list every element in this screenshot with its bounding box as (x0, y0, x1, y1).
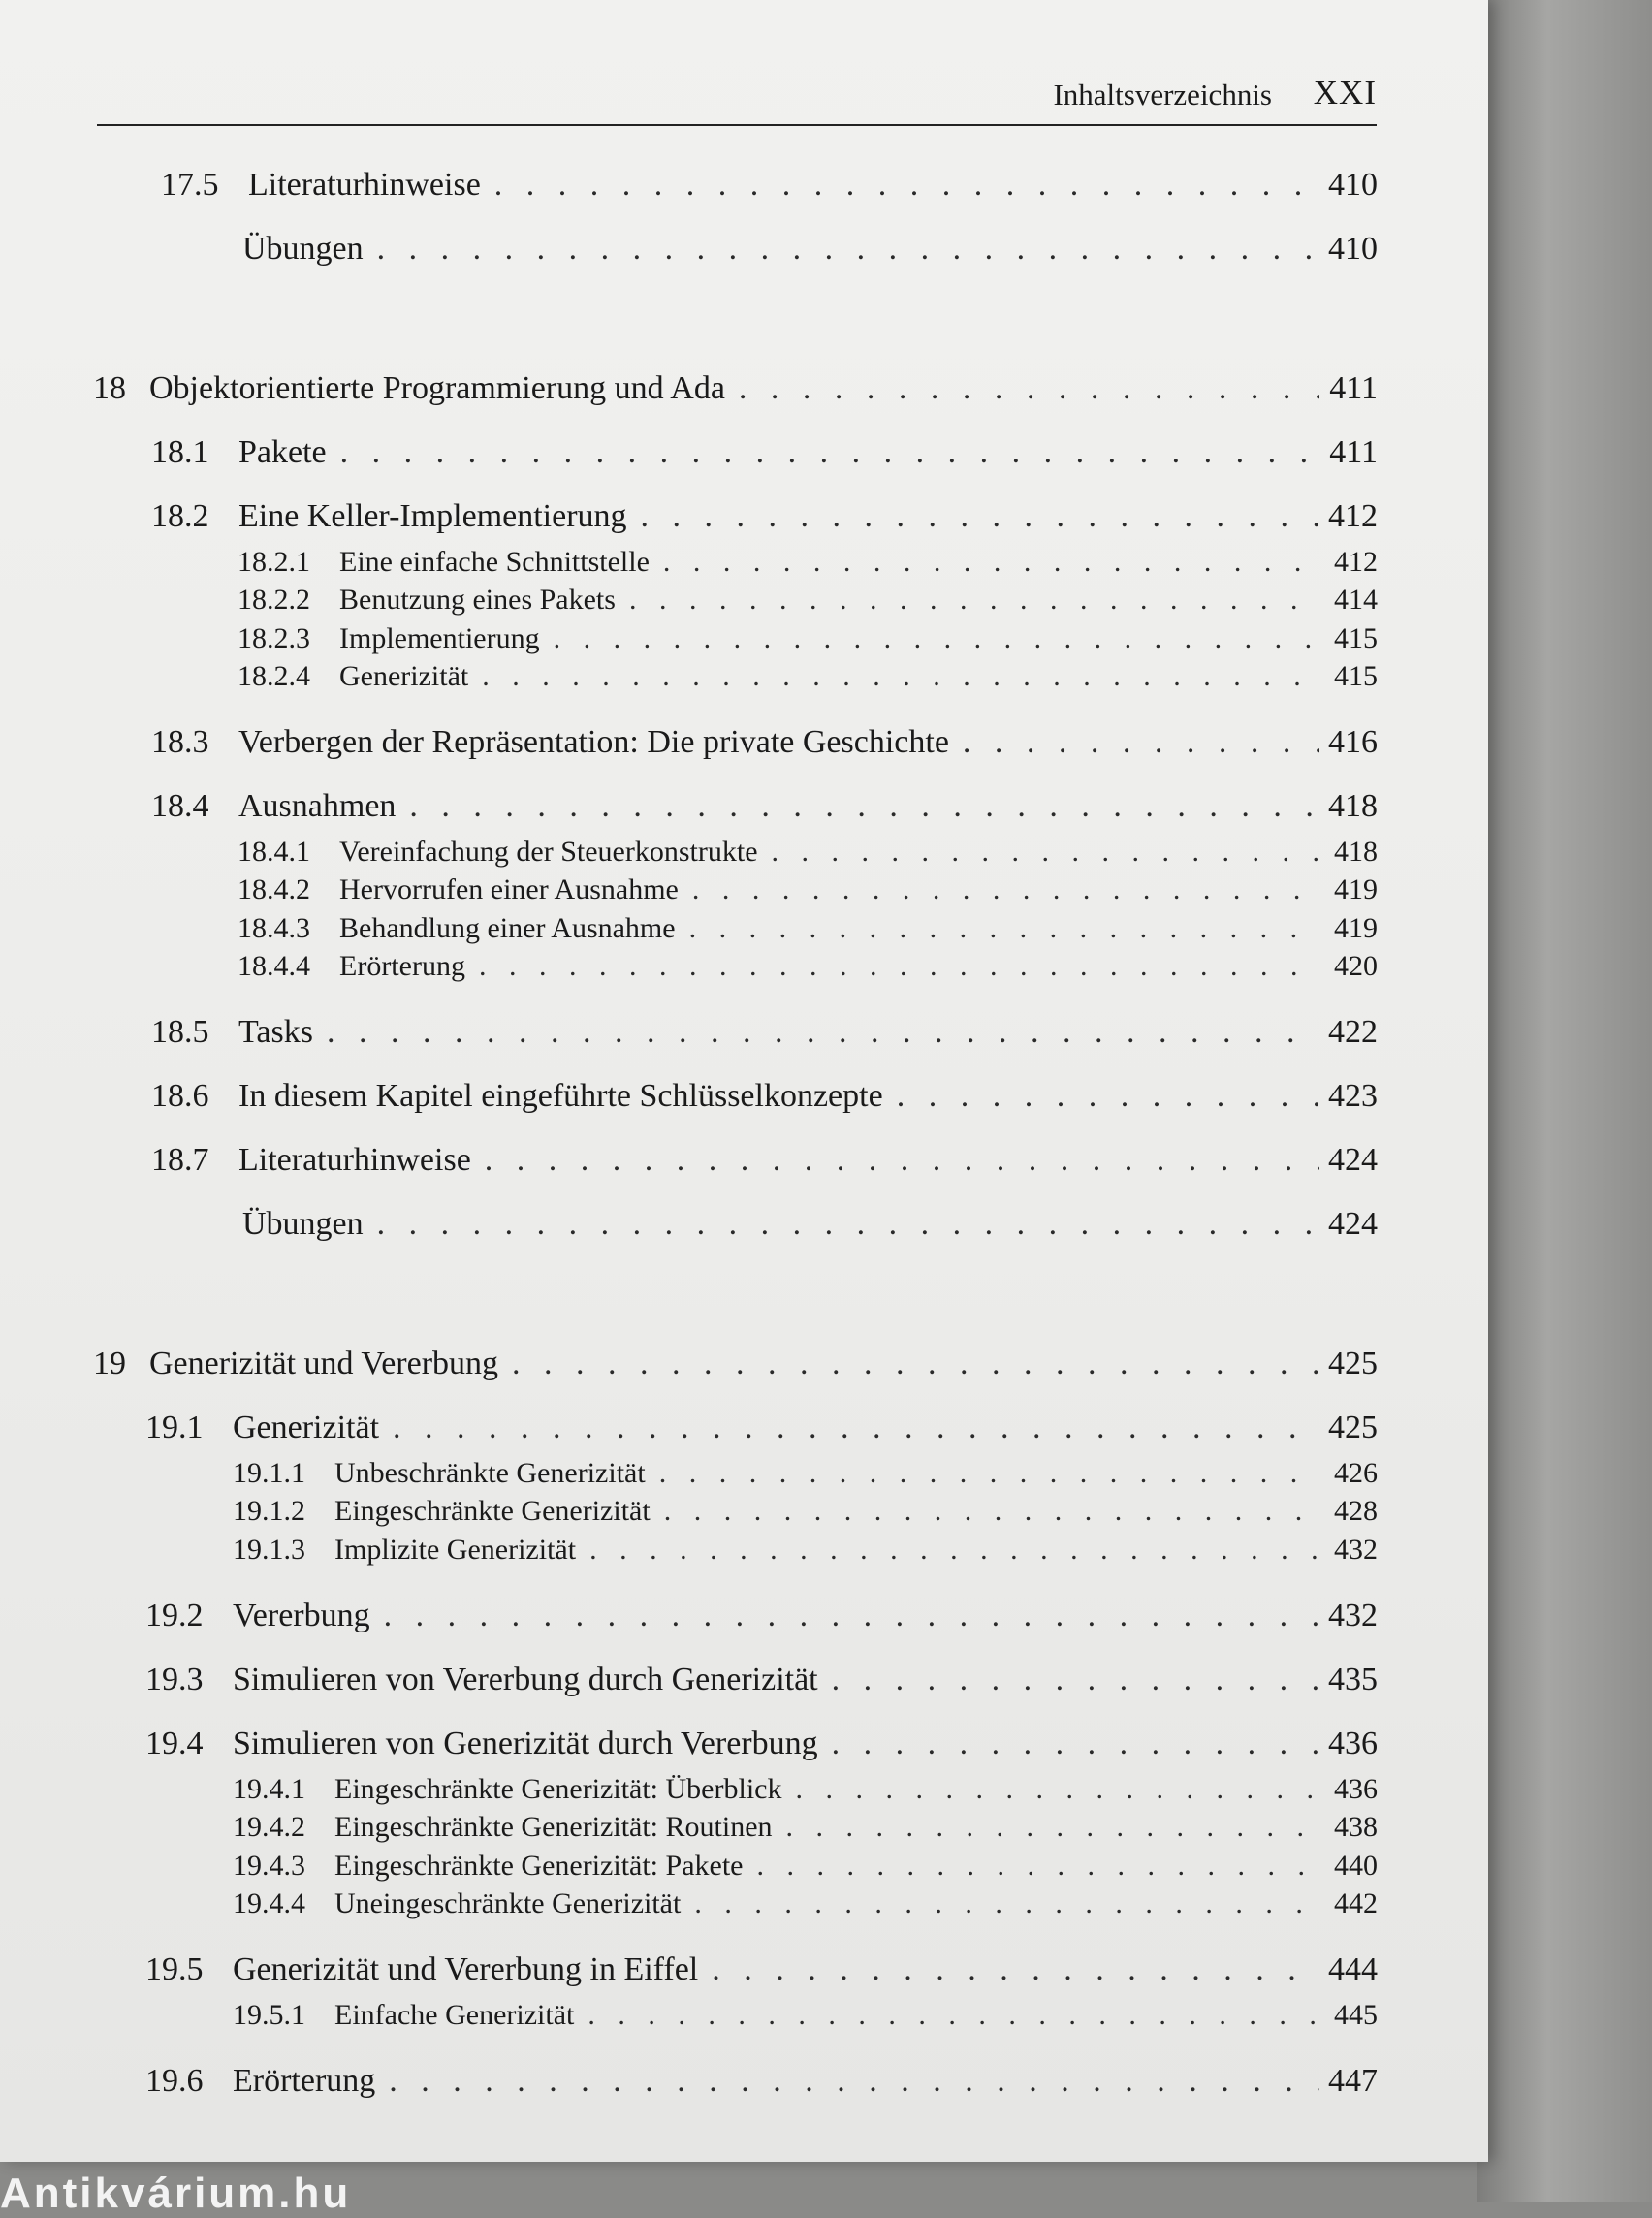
toc-entry-title: Einfache Generizität (334, 1999, 575, 2031)
toc-entry-title: Erörterung (233, 2063, 376, 2099)
toc-entry-number: 19.1 (145, 1410, 204, 1445)
toc-leader-dots (692, 873, 1319, 906)
toc-leader-dots (739, 370, 1319, 407)
toc-entry-title: Eine Keller-Implementierung (238, 498, 627, 534)
toc-entry-title: Übungen (242, 1206, 364, 1242)
toc-entry-number: 19.2 (145, 1598, 204, 1633)
toc-entry-page: 442 (1334, 1887, 1378, 1919)
toc-entry-page: 412 (1334, 546, 1378, 578)
toc-entry-page: 447 (1328, 2063, 1378, 2099)
toc-leader-dots (482, 660, 1319, 693)
toc-entry-page: 432 (1328, 1598, 1378, 1633)
toc-entry-title: Simulieren von Generizität durch Vererbung (233, 1726, 818, 1761)
toc-leader-dots (832, 1662, 1319, 1698)
toc-entry-title: Unbeschränkte Generizität (334, 1457, 646, 1489)
toc-leader-dots (772, 836, 1319, 869)
toc-entry-number: 18.2.4 (238, 660, 310, 692)
toc-entry-title: Vereinfachung der Steuerkonstrukte (339, 836, 758, 868)
toc-entry-page: 436 (1334, 1773, 1378, 1805)
toc-entry (238, 584, 1378, 622)
toc-entry-page: 438 (1334, 1811, 1378, 1843)
toc-entry-number: 19.1.1 (233, 1457, 305, 1489)
toc-entry-number: 19.4.2 (233, 1811, 305, 1843)
toc-entry-page: 420 (1334, 950, 1378, 982)
toc-entry-number: 18.5 (151, 1014, 209, 1050)
toc-entry-page: 414 (1334, 584, 1378, 616)
toc-entry-number: 19.4.1 (233, 1773, 305, 1805)
header-page-number: XXI (1313, 74, 1377, 111)
toc-leader-dots (659, 1457, 1319, 1490)
toc-entry-page: 415 (1334, 660, 1378, 692)
toc-entry (233, 1887, 1378, 1926)
toc-entry (233, 1457, 1378, 1496)
toc-leader-dots (588, 1999, 1319, 2032)
toc-entry-title: Eingeschränkte Generizität: Routinen (334, 1811, 773, 1843)
toc-entry (233, 1999, 1378, 2038)
toc-leader-dots (494, 167, 1319, 204)
toc-entry (238, 622, 1378, 661)
toc-entry-title: Simulieren von Vererbung durch Generizität (233, 1662, 818, 1697)
toc-entry-number: 18.1 (151, 434, 209, 470)
toc-entry-page: 435 (1328, 1662, 1378, 1697)
toc-entry (233, 1495, 1378, 1534)
toc-leader-dots (832, 1726, 1319, 1762)
toc-entry-page: 440 (1334, 1850, 1378, 1882)
toc-entry-page: 415 (1334, 622, 1378, 654)
watermark: Antikvárium.hu (0, 2170, 352, 2217)
toc-entry-title: Ausnahmen (238, 788, 397, 824)
toc-entry-title: Generizität (339, 660, 469, 692)
toc-entry-title: Generizität und Vererbung in Eiffel (233, 1951, 699, 1987)
toc-leader-dots (377, 231, 1319, 268)
toc-entry (233, 1534, 1378, 1572)
toc-entry (238, 660, 1378, 699)
toc-entry (145, 2063, 1378, 2102)
toc-entry-number: 18.4.2 (238, 873, 310, 905)
toc-entry-number: 19.1.2 (233, 1495, 305, 1527)
toc-entry (151, 1014, 1378, 1053)
toc-entry-number: 17.5 (161, 167, 219, 203)
toc-entry-title: Implizite Generizität (334, 1534, 577, 1566)
toc-entry (161, 167, 1378, 206)
toc-entry-number: 18.3 (151, 724, 209, 760)
toc-entry-page: 424 (1328, 1206, 1378, 1242)
toc-entry (151, 724, 1378, 763)
toc-entry-number: 18.4.1 (238, 836, 310, 868)
toc-leader-dots (589, 1534, 1319, 1567)
toc-entry-number: 19.5.1 (233, 1999, 305, 2031)
toc-entry-page: 424 (1328, 1142, 1378, 1178)
toc-entry-page: 425 (1328, 1410, 1378, 1445)
toc-entry-title: Eingeschränkte Generizität: Pakete (334, 1850, 744, 1882)
toc-entry (242, 1206, 1378, 1245)
toc-entry-title: Implementierung (339, 622, 540, 654)
toc-entry-page: 412 (1328, 498, 1378, 534)
toc-leader-dots (897, 1078, 1319, 1115)
toc-leader-dots (641, 498, 1319, 535)
toc-entry-number: 18.2.3 (238, 622, 310, 654)
toc-entry-number: 19.3 (145, 1662, 204, 1697)
toc-leader-dots (485, 1142, 1319, 1179)
toc-entry-title: Generizität und Vererbung (149, 1346, 499, 1381)
toc-entry (93, 1346, 1378, 1384)
toc-leader-dots (756, 1850, 1319, 1883)
toc-entry (151, 1142, 1378, 1181)
toc-entry-title: Eingeschränkte Generizität (334, 1495, 651, 1527)
toc-entry (233, 1811, 1378, 1850)
toc-entry (151, 1078, 1378, 1117)
toc-entry-title: Uneingeschränkte Generizität (334, 1887, 682, 1919)
toc-leader-dots (795, 1773, 1319, 1806)
toc-entry-title: Eingeschränkte Generizität: Überblick (334, 1773, 782, 1805)
toc-entry-page: 410 (1328, 167, 1378, 203)
toc-leader-dots (963, 724, 1319, 761)
toc-entry-title: Pakete (238, 434, 327, 470)
toc-entry-title: Objektorientierte Programmierung und Ada (149, 370, 725, 406)
toc-entry-page: 411 (1329, 434, 1378, 470)
toc-entry-title: Vererbung (233, 1598, 370, 1633)
toc-leader-dots (663, 546, 1319, 579)
toc-entry (238, 912, 1378, 951)
toc-entry-page: 418 (1328, 788, 1378, 824)
toc-entry-page: 419 (1334, 912, 1378, 944)
toc-entry-number: 18.4.4 (238, 950, 310, 982)
toc-leader-dots (389, 2063, 1319, 2100)
toc-entry-number: 19.4.4 (233, 1887, 305, 1919)
toc-entry-number: 19 (93, 1346, 126, 1381)
toc-entry-title: Benutzung eines Pakets (339, 584, 616, 616)
toc-entry (145, 1598, 1378, 1636)
toc-entry (145, 1410, 1378, 1448)
toc-entry-page: 426 (1334, 1457, 1378, 1489)
toc-entry-title: Übungen (242, 231, 364, 267)
toc-entry-title: Hervorrufen einer Ausnahme (339, 873, 679, 905)
toc-entry-page: 425 (1328, 1346, 1378, 1381)
toc-leader-dots (377, 1206, 1319, 1243)
header-rule (97, 124, 1377, 126)
toc-leader-dots (512, 1346, 1319, 1382)
running-header (97, 74, 1377, 122)
toc-leader-dots (479, 950, 1319, 983)
toc-entry (238, 546, 1378, 585)
toc-entry (242, 231, 1378, 269)
toc-entry-number: 18 (93, 370, 126, 406)
toc-entry-number: 19.1.3 (233, 1534, 305, 1566)
toc-entry-page: 419 (1334, 873, 1378, 905)
header-title: Inhaltsverzeichnis (1053, 78, 1272, 111)
toc-entry-number: 18.6 (151, 1078, 209, 1114)
toc-leader-dots (409, 788, 1319, 825)
toc-leader-dots (694, 1887, 1319, 1920)
toc-entry-page: 422 (1328, 1014, 1378, 1050)
toc-entry-title: Erörterung (339, 950, 465, 982)
toc-entry (151, 498, 1378, 537)
toc-entry-page: 410 (1328, 231, 1378, 267)
toc-entry-number: 18.2 (151, 498, 209, 534)
toc-entry-title: Behandlung einer Ausnahme (339, 912, 676, 944)
toc-entry-page: 428 (1334, 1495, 1378, 1527)
toc-entry-number: 18.7 (151, 1142, 209, 1178)
toc-entry-page: 411 (1329, 370, 1378, 406)
toc-entry-number: 18.2.2 (238, 584, 310, 616)
toc-leader-dots (689, 912, 1319, 945)
toc-leader-dots (664, 1495, 1319, 1528)
toc-entry (233, 1850, 1378, 1888)
toc-leader-dots (712, 1951, 1319, 1988)
toc-entry-number: 18.4 (151, 788, 209, 824)
toc-entry-number: 18.4.3 (238, 912, 310, 944)
toc-entry-number: 19.6 (145, 2063, 204, 2099)
toc-entry-page: 418 (1334, 836, 1378, 868)
toc-leader-dots (384, 1598, 1319, 1634)
toc-entry-title: Literaturhinweise (238, 1142, 471, 1178)
toc-entry-title: In diesem Kapitel eingeführte Schlüsselkonzepte (238, 1078, 883, 1114)
toc-entry-page: 423 (1328, 1078, 1378, 1114)
toc-entry-number: 19.4.3 (233, 1850, 305, 1882)
toc-entry (233, 1773, 1378, 1812)
toc-leader-dots (340, 434, 1319, 471)
toc-entry-number: 19.5 (145, 1951, 204, 1987)
toc-leader-dots (786, 1811, 1319, 1844)
toc-entry-page: 416 (1328, 724, 1378, 760)
toc-entry (145, 1951, 1378, 1990)
toc-entry-page: 436 (1328, 1726, 1378, 1761)
toc-entry-page: 432 (1334, 1534, 1378, 1566)
toc-entry (151, 788, 1378, 827)
toc-leader-dots (554, 622, 1319, 655)
toc-leader-dots (327, 1014, 1319, 1051)
toc-entry-title: Verbergen der Repräsentation: Die private Geschichte (238, 724, 949, 760)
toc-entry-page: 445 (1334, 1999, 1378, 2031)
toc-entry (151, 434, 1378, 473)
toc-entry-number: 19.4 (145, 1726, 204, 1761)
toc-entry (93, 370, 1378, 409)
toc-entry-number: 18.2.1 (238, 546, 310, 578)
toc-entry-title: Tasks (238, 1014, 313, 1050)
toc-entry (145, 1662, 1378, 1700)
toc-entry (238, 950, 1378, 989)
toc-entry-title: Eine einfache Schnittstelle (339, 546, 650, 578)
background-surface (1477, 0, 1652, 2202)
toc-entry-title: Generizität (233, 1410, 380, 1445)
toc-leader-dots (629, 584, 1319, 617)
toc-entry-page: 444 (1328, 1951, 1378, 1987)
toc-entry (238, 836, 1378, 874)
toc-entry (238, 873, 1378, 912)
toc-entry-title: Literaturhinweise (248, 167, 481, 203)
toc-leader-dots (393, 1410, 1319, 1446)
toc-entry (145, 1726, 1378, 1764)
